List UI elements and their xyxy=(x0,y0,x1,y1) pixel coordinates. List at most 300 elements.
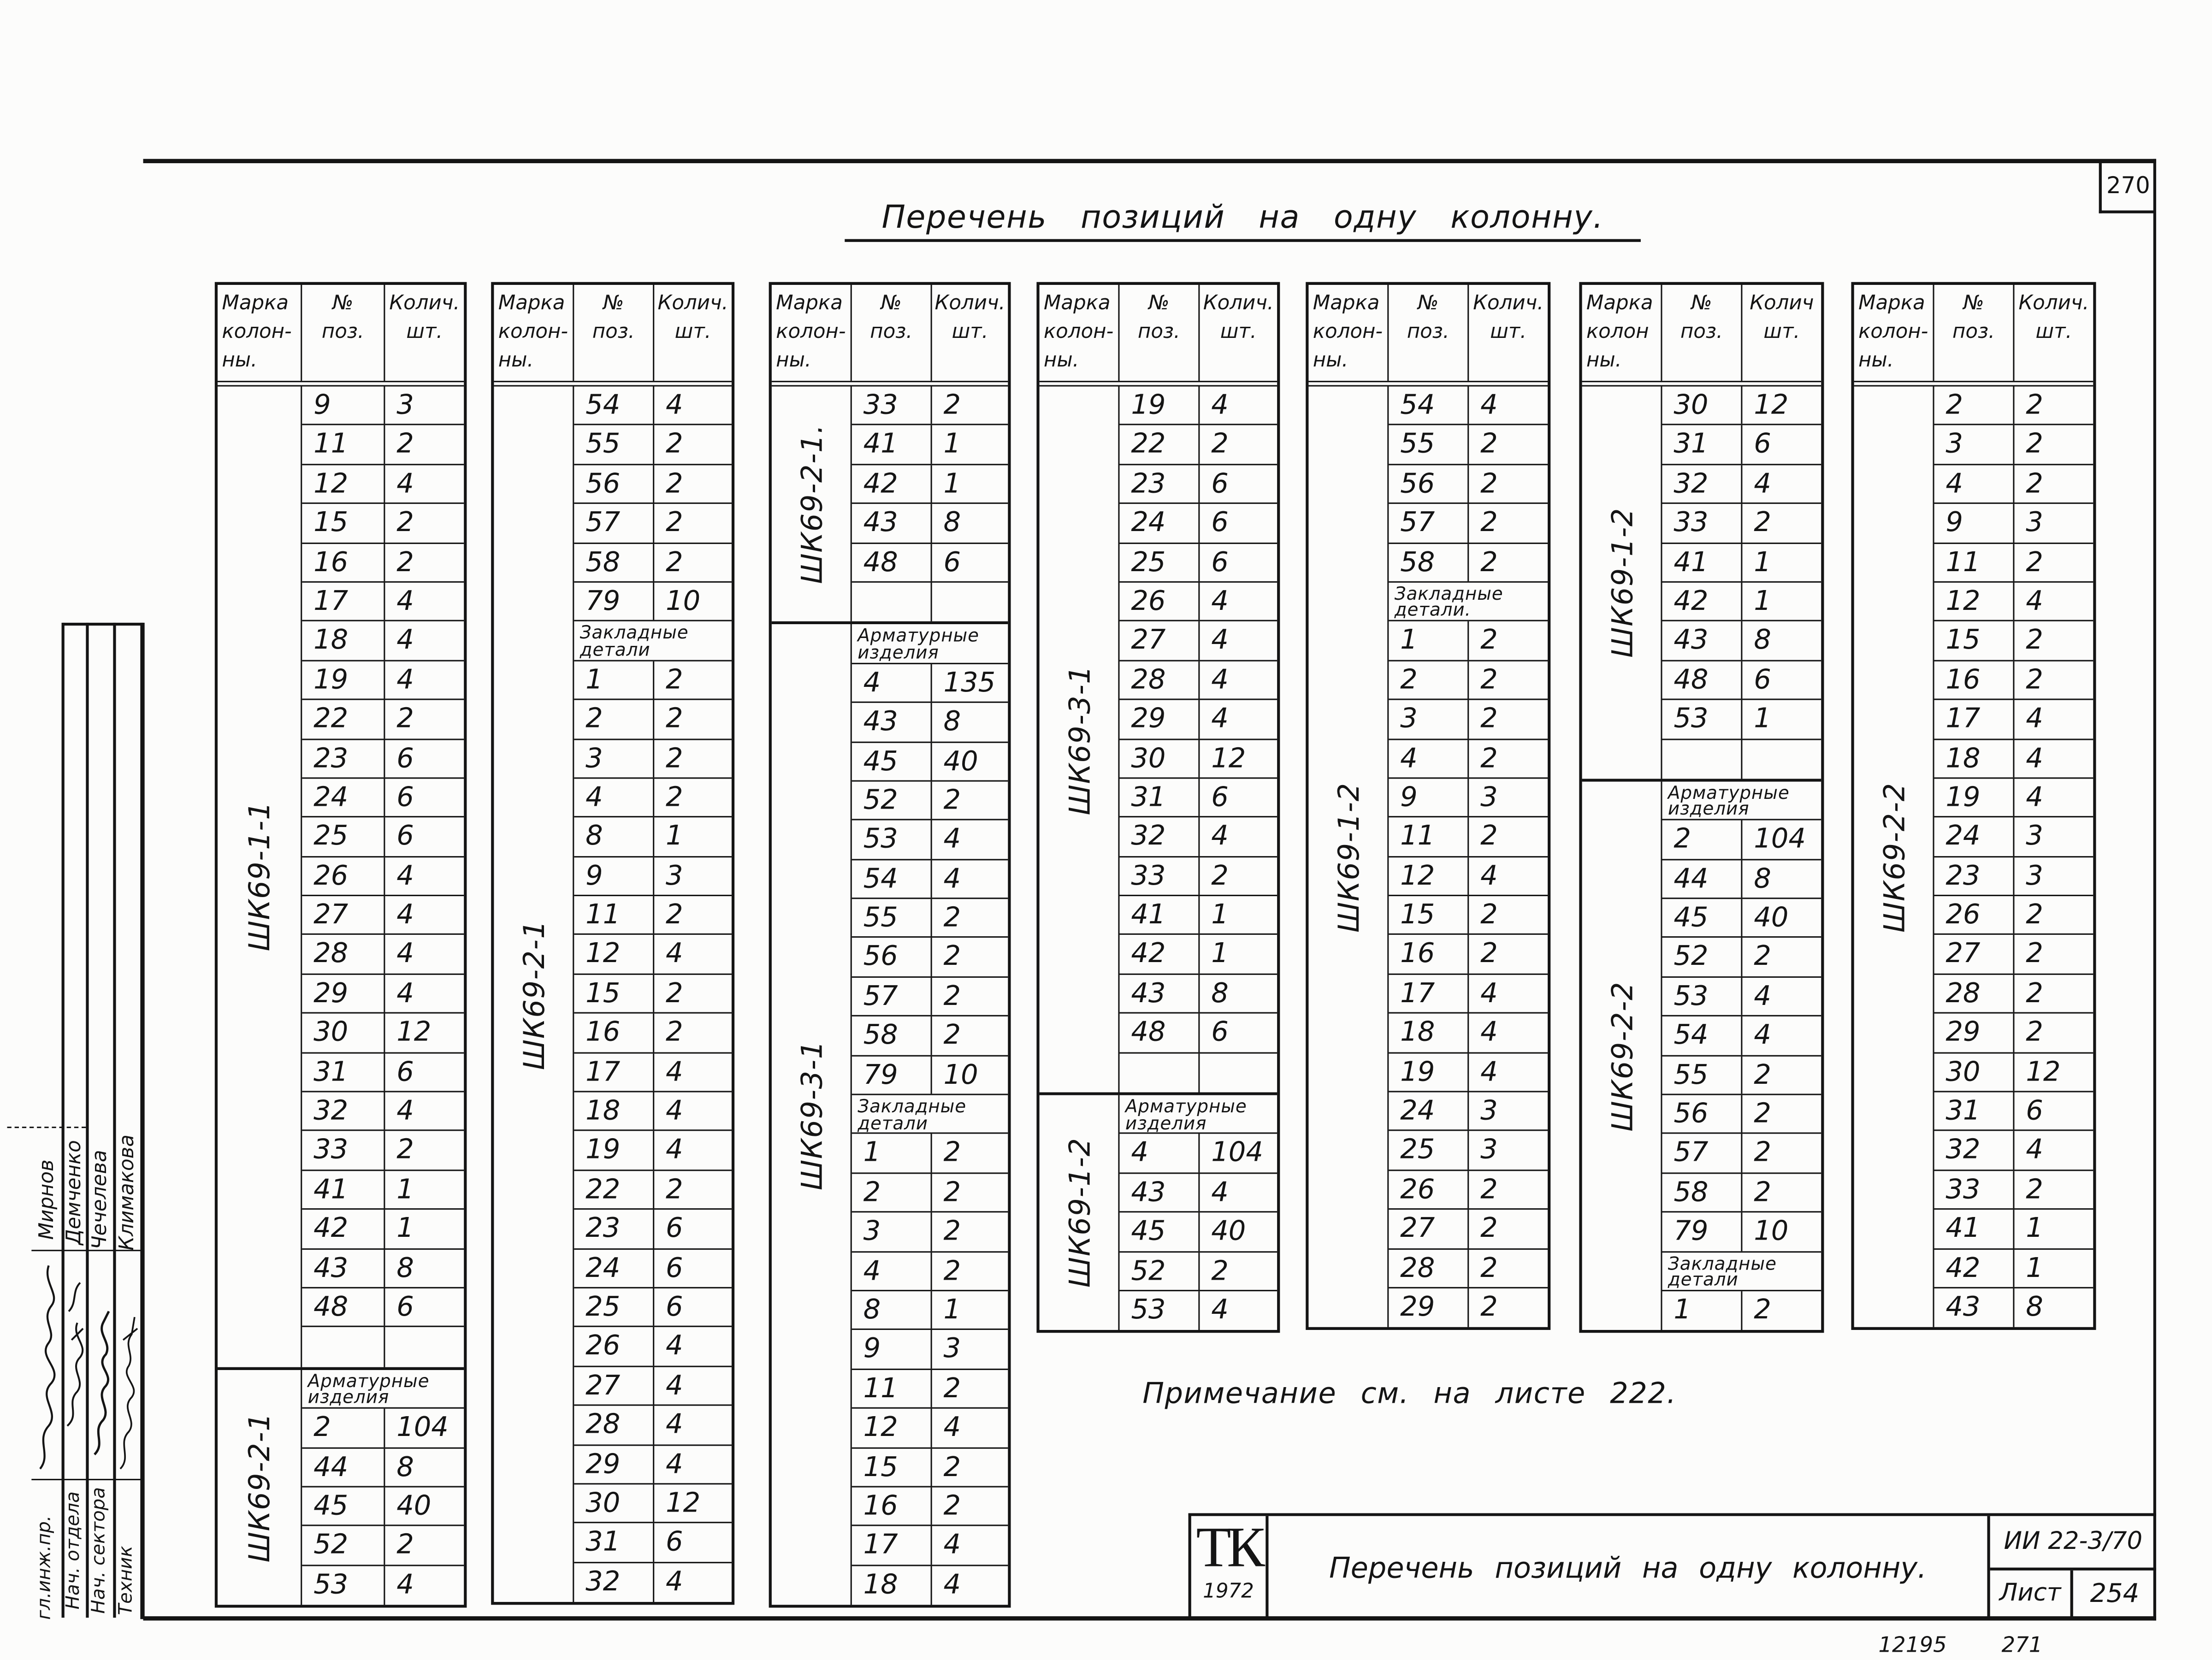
table-row xyxy=(852,664,1008,703)
quantity-value: 4 xyxy=(666,1565,683,1597)
table-row xyxy=(302,426,464,465)
position-number: 24 xyxy=(574,1249,654,1287)
section-label: Арматурные изделия xyxy=(1668,781,1790,820)
table-row xyxy=(1389,622,1548,661)
table-row xyxy=(852,939,1008,978)
column-mark-label: ШК69-1-2 xyxy=(1061,1138,1096,1288)
quantity-value: 2 xyxy=(1754,1098,1771,1130)
position-table xyxy=(215,282,467,1608)
table-row xyxy=(574,583,732,622)
stamp-name: Мирнов xyxy=(35,1159,59,1240)
position-number: 48 xyxy=(302,1288,385,1326)
position-number: 28 xyxy=(574,1406,654,1444)
table-row xyxy=(852,426,1008,465)
quantity-value: 2 xyxy=(396,428,414,461)
section-row xyxy=(302,1370,464,1409)
position-number: 45 xyxy=(302,1487,385,1525)
quantity-value: 6 xyxy=(396,781,414,813)
table-row xyxy=(1662,860,1821,899)
quantity-value: 1 xyxy=(2026,1252,2043,1284)
quantity-value xyxy=(932,583,1008,622)
position-number: 25 xyxy=(302,818,385,856)
column-mark-label: ШК69-1-2 xyxy=(1331,782,1366,933)
table-row xyxy=(302,1014,464,1053)
table-row xyxy=(302,739,464,779)
table-row xyxy=(1120,583,1278,622)
position-number: 57 xyxy=(1662,1134,1742,1172)
table-row xyxy=(1662,700,1821,739)
quantity-value: 4 xyxy=(1480,977,1498,1009)
quantity-value: 2 xyxy=(1754,941,1771,973)
quantity-value: 4 xyxy=(396,899,414,931)
quantity-value: 2 xyxy=(1480,546,1498,578)
table-row xyxy=(1662,1017,1821,1056)
table-row xyxy=(1934,661,2094,700)
quantity-value: 2 xyxy=(666,703,683,735)
header-mark xyxy=(1308,285,1389,381)
position-number: 25 xyxy=(1389,1132,1469,1170)
position-number: 30 xyxy=(574,1484,654,1522)
position-number: 4 xyxy=(852,664,932,702)
header-mark-text: колон- xyxy=(498,320,568,344)
table-row xyxy=(1662,978,1821,1017)
position-number: 56 xyxy=(852,939,932,976)
position-number: 11 xyxy=(302,426,385,464)
table-row xyxy=(574,857,732,896)
position-number: 44 xyxy=(1662,860,1742,898)
position-number xyxy=(1662,739,1742,779)
table-row xyxy=(574,896,732,935)
header-mark xyxy=(772,285,852,381)
position-number: 23 xyxy=(574,1210,654,1248)
table-row xyxy=(1934,1093,2094,1132)
quantity-value: 104 xyxy=(396,1412,449,1443)
position-number: 45 xyxy=(1662,899,1742,937)
position-number: 33 xyxy=(1120,857,1200,895)
position-number: 28 xyxy=(1120,661,1200,699)
table-row xyxy=(574,1171,732,1210)
table-row xyxy=(1389,661,1548,700)
quantity-value: 4 xyxy=(396,585,414,617)
table-row xyxy=(852,504,1008,543)
table-row xyxy=(1934,896,2094,935)
header-position xyxy=(302,285,385,381)
quantity-value: 4 xyxy=(1480,1056,1498,1088)
table-row xyxy=(1662,1213,1821,1252)
quantity-value: 4 xyxy=(1754,1019,1771,1052)
header-position xyxy=(1662,285,1742,381)
quantity-value: 2 xyxy=(1480,625,1498,656)
position-number: 16 xyxy=(852,1487,932,1525)
table-row xyxy=(302,1053,464,1093)
title-block-sheet-number: 254 xyxy=(2090,1579,2140,1609)
column-group xyxy=(494,386,732,1602)
table-row xyxy=(1120,1053,1278,1093)
table-row xyxy=(852,1487,1008,1526)
table-row xyxy=(574,935,732,975)
header-position xyxy=(1389,285,1469,381)
stamp-line xyxy=(31,1479,142,1481)
column-mark-label: ШК69-2-2 xyxy=(1876,782,1911,933)
header-mark-text: ны. xyxy=(222,349,257,372)
header-quantity-text: Колич. xyxy=(1203,292,1274,315)
section-label: Закладные детали xyxy=(858,1095,967,1134)
header-mark-text: Марка xyxy=(1043,292,1111,315)
quantity-value: 1 xyxy=(666,821,683,852)
position-table xyxy=(1851,282,2096,1330)
quantity-value: 2 xyxy=(396,703,414,735)
position-number: 41 xyxy=(1120,896,1200,934)
column-mark-cell xyxy=(1308,386,1389,1327)
header-mark-text: Марка xyxy=(1313,292,1380,315)
table-row xyxy=(1120,543,1278,583)
position-number: 56 xyxy=(574,465,654,503)
position-number: 48 xyxy=(1662,661,1742,699)
table-row xyxy=(574,1563,732,1602)
position-number: 4 xyxy=(852,1252,932,1290)
quantity-value: 4 xyxy=(1480,860,1498,892)
table-header xyxy=(218,285,464,386)
position-number: 31 xyxy=(1662,426,1742,464)
quantity-value: 6 xyxy=(1211,781,1229,813)
quantity-value: 2 xyxy=(2026,389,2043,421)
header-quantity-text: шт. xyxy=(2035,320,2072,344)
quantity-value: 2 xyxy=(943,784,961,816)
quantity-value: 2 xyxy=(666,977,683,1009)
title-block-logo xyxy=(1191,1516,1269,1618)
table-row xyxy=(1120,1134,1278,1174)
quantity-value: 12 xyxy=(396,1016,432,1049)
quantity-value: 10 xyxy=(943,1058,978,1091)
position-number: 16 xyxy=(1934,661,2015,699)
position-number: 55 xyxy=(1389,426,1469,464)
position-number: 27 xyxy=(1934,935,2015,973)
position-number: 17 xyxy=(1934,700,2015,738)
table-row xyxy=(574,818,732,857)
position-number: 2 xyxy=(1934,386,2015,424)
table-row xyxy=(852,1370,1008,1409)
quantity-value: 8 xyxy=(943,706,961,738)
position-number: 54 xyxy=(1662,1017,1742,1055)
quantity-value: 2 xyxy=(2026,428,2043,461)
quantity-value: 4 xyxy=(1211,821,1229,852)
quantity-value: 2 xyxy=(666,507,683,539)
quantity-value xyxy=(1742,739,1821,779)
header-mark-text: колон- xyxy=(1313,320,1383,344)
table-row xyxy=(302,1526,464,1565)
footer-number-right: 271 xyxy=(2001,1632,2043,1658)
position-number: 52 xyxy=(302,1526,385,1564)
header-position-text: № xyxy=(881,292,902,315)
table-row xyxy=(1934,1171,2094,1210)
section-label: Арматурные изделия xyxy=(1125,1095,1247,1134)
quantity-value: 2 xyxy=(1754,1176,1771,1208)
header-mark-text: Марка xyxy=(222,292,289,315)
quantity-value: 4 xyxy=(1211,1176,1229,1208)
table-row xyxy=(1120,818,1278,857)
quantity-value: 2 xyxy=(396,507,414,539)
position-number: 31 xyxy=(1120,779,1200,816)
quantity-value: 1 xyxy=(943,467,961,500)
position-number: 24 xyxy=(1120,504,1200,542)
position-number: 30 xyxy=(302,1014,385,1052)
table-row xyxy=(302,465,464,504)
quantity-value: 2 xyxy=(1480,1173,1498,1205)
table-row xyxy=(574,661,732,700)
position-table xyxy=(769,282,1011,1608)
position-number: 2 xyxy=(302,1409,385,1447)
table-row xyxy=(1934,739,2094,779)
section-label: Арматурные изделия xyxy=(858,625,979,663)
table-row xyxy=(852,465,1008,504)
footer-number-left: 12195 xyxy=(1878,1632,1947,1658)
table-row xyxy=(1120,857,1278,896)
quantity-value: 6 xyxy=(1211,546,1229,578)
position-number: 19 xyxy=(1934,779,2015,816)
quantity-value: 4 xyxy=(666,1448,683,1480)
quantity-value: 4 xyxy=(666,938,683,970)
table-row xyxy=(1934,1288,2094,1328)
table-row xyxy=(1389,504,1548,543)
position-number: 11 xyxy=(852,1370,932,1407)
table-row xyxy=(852,1291,1008,1330)
header-quantity-text: Колич. xyxy=(657,292,728,315)
quantity-value: 3 xyxy=(2026,860,2043,892)
column-mark-cell xyxy=(1582,781,1662,1330)
quantity-value: 4 xyxy=(666,1095,683,1127)
position-number: 15 xyxy=(852,1448,932,1486)
table-row xyxy=(574,779,732,818)
position-number: 28 xyxy=(302,935,385,973)
quantity-value xyxy=(1200,1053,1277,1093)
table-row xyxy=(1934,1210,2094,1249)
table-row xyxy=(1662,1134,1821,1174)
header-mark xyxy=(1854,285,1934,381)
frame-line-top xyxy=(143,159,2156,163)
header-mark-text: ны. xyxy=(498,349,534,372)
quantity-value: 12 xyxy=(1211,742,1246,774)
position-number: 57 xyxy=(1389,504,1469,542)
column-mark-label: ШК69-3-1 xyxy=(793,1040,828,1190)
header-position-text: № xyxy=(332,292,354,315)
quantity-value: 2 xyxy=(1480,467,1498,500)
column-mark-cell xyxy=(1040,1095,1120,1330)
quantity-value: 4 xyxy=(396,977,414,1009)
table-row xyxy=(1120,622,1278,661)
quantity-value: 2 xyxy=(2026,977,2043,1009)
group-rows xyxy=(1389,386,1548,1327)
quantity-value: 8 xyxy=(1754,862,1771,894)
table-row xyxy=(1662,1291,1821,1330)
header-mark-text: ны. xyxy=(1043,349,1079,372)
quantity-value: 1 xyxy=(943,1294,961,1326)
table-row xyxy=(302,583,464,622)
table-row xyxy=(1934,543,2094,583)
signature-4 xyxy=(120,1317,137,1469)
table-row xyxy=(302,857,464,896)
section-row xyxy=(1662,1252,1821,1291)
position-number: 28 xyxy=(1934,975,2015,1012)
table-row xyxy=(852,821,1008,860)
section-row xyxy=(1662,781,1821,821)
table-row xyxy=(574,1093,732,1132)
quantity-value: 8 xyxy=(943,507,961,539)
table-row xyxy=(574,975,732,1014)
table-row xyxy=(574,386,732,425)
quantity-value: 4 xyxy=(396,860,414,892)
quantity-value: 3 xyxy=(943,1333,961,1365)
quantity-value: 4 xyxy=(1480,1016,1498,1049)
quantity-value: 4 xyxy=(1754,980,1771,1012)
quantity-value: 4 xyxy=(1211,664,1229,696)
header-quantity xyxy=(1469,285,1548,381)
header-position-text: поз. xyxy=(870,320,913,344)
column-mark-cell xyxy=(772,625,852,1605)
table-row xyxy=(1120,935,1278,975)
position-number: 16 xyxy=(302,543,385,581)
header-quantity-text: шт. xyxy=(1220,320,1257,344)
table-row xyxy=(1662,1095,1821,1134)
position-number: 2 xyxy=(852,1174,932,1211)
title-block-year: 1972 xyxy=(1203,1580,1254,1604)
section-row xyxy=(574,622,732,661)
quantity-value xyxy=(385,1328,464,1367)
quantity-value: 6 xyxy=(1211,507,1229,539)
section-label: Арматурные изделия xyxy=(308,1370,430,1408)
header-mark xyxy=(494,285,574,381)
table-row xyxy=(1389,1249,1548,1288)
header-mark xyxy=(1040,285,1120,381)
table-row xyxy=(1662,1056,1821,1095)
title-block xyxy=(1189,1513,2156,1619)
table-row xyxy=(1120,700,1278,739)
header-position xyxy=(852,285,932,381)
quantity-value: 8 xyxy=(2026,1291,2043,1323)
section-label: Закладные детали xyxy=(580,621,689,660)
quantity-value: 2 xyxy=(1480,1212,1498,1245)
table-row xyxy=(1389,1288,1548,1328)
table-row xyxy=(302,975,464,1014)
column-group xyxy=(1854,386,2094,1327)
position-number: 15 xyxy=(302,504,385,542)
header-quantity xyxy=(1200,285,1277,381)
position-number: 30 xyxy=(1662,386,1742,424)
quantity-value: 2 xyxy=(666,664,683,696)
column-group xyxy=(218,386,464,1370)
quantity-value: 4 xyxy=(1211,625,1229,656)
quantity-value: 6 xyxy=(1754,664,1771,696)
column-mark-cell xyxy=(772,386,852,621)
table-row xyxy=(1934,504,2094,543)
table-row xyxy=(574,1210,732,1249)
quantity-value: 8 xyxy=(396,1451,414,1483)
group-rows xyxy=(1120,1095,1278,1330)
table-row xyxy=(302,818,464,857)
quantity-value: 2 xyxy=(666,428,683,461)
quantity-value: 2 xyxy=(2026,467,2043,500)
position-number: 29 xyxy=(574,1445,654,1483)
quantity-value: 8 xyxy=(396,1252,414,1284)
table-row xyxy=(574,465,732,504)
position-number: 31 xyxy=(574,1524,654,1561)
header-position-text: поз. xyxy=(1137,320,1180,344)
position-number: 24 xyxy=(1389,1093,1469,1130)
quantity-value: 4 xyxy=(396,467,414,500)
table-row xyxy=(1934,1053,2094,1093)
quantity-value: 4 xyxy=(666,1056,683,1088)
quantity-value: 1 xyxy=(1211,899,1229,931)
table-row xyxy=(574,739,732,779)
table-row xyxy=(1389,1210,1548,1249)
header-mark-text: колон- xyxy=(222,320,292,344)
position-number: 9 xyxy=(852,1330,932,1368)
quantity-value: 40 xyxy=(396,1490,432,1522)
quantity-value: 2 xyxy=(1211,1255,1229,1287)
header-position-text: поз. xyxy=(1952,320,1995,344)
table-row xyxy=(302,1093,464,1132)
position-number: 41 xyxy=(1934,1210,2015,1248)
column-mark-cell xyxy=(1854,386,1934,1327)
column-mark-label: ШК69-3-1 xyxy=(1061,664,1096,815)
position-number: 15 xyxy=(1934,622,2015,660)
quantity-value: 2 xyxy=(943,389,961,421)
position-number: 26 xyxy=(574,1328,654,1365)
header-quantity-text: шт. xyxy=(406,320,443,344)
table-row xyxy=(1934,1132,2094,1171)
table-row xyxy=(302,896,464,935)
header-mark-text: ны. xyxy=(1586,349,1622,372)
position-number: 32 xyxy=(1662,465,1742,503)
quantity-value: 12 xyxy=(1754,389,1789,421)
quantity-value: 4 xyxy=(943,1568,961,1601)
quantity-value: 2 xyxy=(2026,664,2043,696)
quantity-value: 2 xyxy=(1754,1058,1771,1091)
table-row xyxy=(302,700,464,739)
section-row xyxy=(1389,583,1548,622)
quantity-value: 2 xyxy=(1211,428,1229,461)
position-number: 52 xyxy=(1662,939,1742,976)
table-row xyxy=(1389,779,1548,818)
position-number: 3 xyxy=(574,739,654,777)
position-number: 1 xyxy=(574,661,654,699)
position-number: 53 xyxy=(1120,1291,1200,1330)
position-number: 42 xyxy=(302,1210,385,1248)
position-table xyxy=(491,282,734,1605)
quantity-value: 2 xyxy=(1754,1137,1771,1169)
position-number: 25 xyxy=(1120,543,1200,581)
quantity-value: 3 xyxy=(2026,821,2043,852)
quantity-value: 1 xyxy=(1754,585,1771,617)
table-row xyxy=(852,1566,1008,1605)
quantity-value: 2 xyxy=(396,546,414,578)
table-row xyxy=(1934,465,2094,504)
table-row xyxy=(574,426,732,465)
header-mark-text: колон- xyxy=(1043,320,1114,344)
position-number: 43 xyxy=(852,504,932,542)
quantity-value: 4 xyxy=(666,1134,683,1166)
position-number: 52 xyxy=(852,781,932,819)
position-number: 28 xyxy=(1389,1249,1469,1287)
position-number: 26 xyxy=(302,857,385,895)
table-row xyxy=(1120,1174,1278,1213)
quantity-value: 2 xyxy=(1754,1294,1771,1326)
quantity-value: 2 xyxy=(943,980,961,1012)
stamp-role: Нач. сектора xyxy=(89,1487,111,1614)
stamp-name: Чечелева xyxy=(89,1150,112,1250)
quantity-value: 4 xyxy=(943,862,961,894)
quantity-value: 4 xyxy=(396,938,414,970)
quantity-value: 2 xyxy=(666,1016,683,1049)
